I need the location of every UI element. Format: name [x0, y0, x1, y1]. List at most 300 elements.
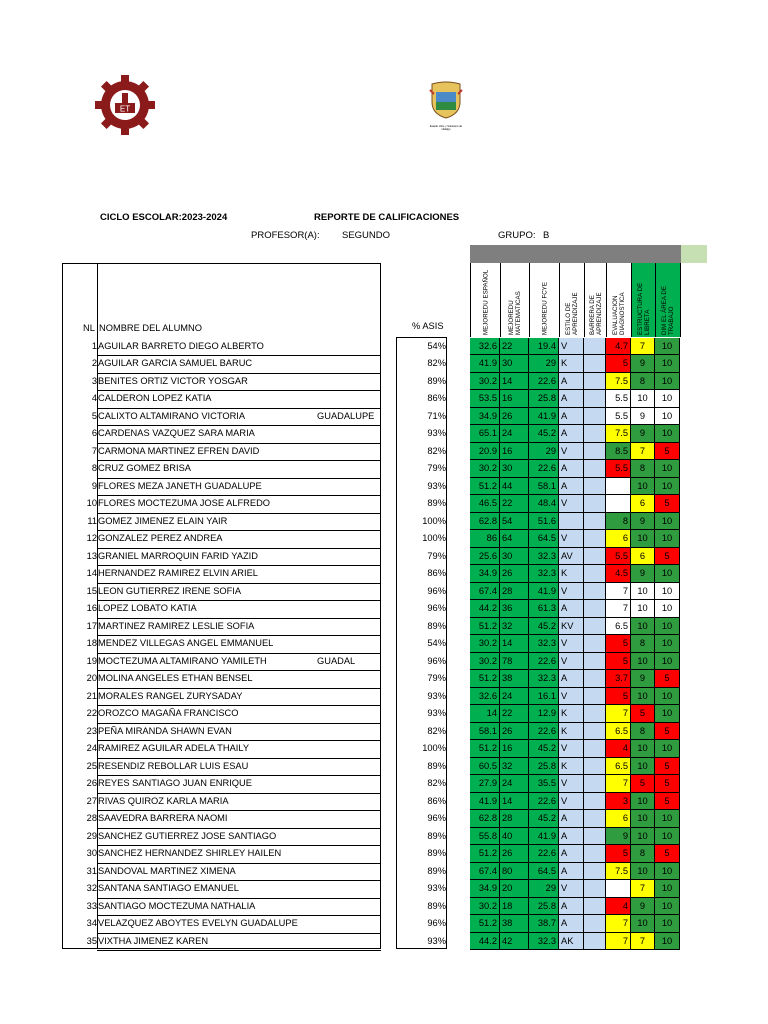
learning-barrier: [584, 583, 606, 601]
learning-barrier: [584, 915, 606, 933]
grade-header-accent: [681, 245, 707, 263]
fcye-score: 32.3: [529, 670, 559, 688]
learning-style: V: [559, 775, 584, 793]
spanish-score: 32.6: [470, 688, 500, 706]
grade-col-header-label: MEJOREDU MATEMATICAS: [508, 291, 522, 335]
workspace-score: 10: [655, 705, 680, 723]
report-title: REPORTE DE CALIFICACIONES: [314, 212, 460, 223]
spanish-score: 34.9: [470, 408, 500, 426]
grade-col-header-label: ESTILO DE APRENDIZAJE: [565, 292, 579, 335]
learning-barrier: [584, 810, 606, 828]
workspace-score: 10: [655, 828, 680, 846]
spanish-score: 41.9: [470, 355, 500, 373]
diagnostic-score: 5.5: [606, 390, 631, 408]
notebook-score: 10: [631, 390, 655, 408]
learning-barrier: [584, 845, 606, 863]
learning-style: A: [559, 845, 584, 863]
diagnostic-score: 5.5: [606, 548, 631, 566]
learning-barrier: [584, 793, 606, 811]
workspace-score: 10: [655, 898, 680, 916]
fcye-score: 38.7: [529, 915, 559, 933]
grade-col-header-label: DIM EL ÁREA DE TRABAJO: [661, 286, 675, 335]
student-number: 32: [86, 883, 97, 893]
student-name: SAAVEDRA BARRERA NAOMI: [98, 813, 228, 823]
table-row: [62, 390, 381, 408]
learning-barrier: [584, 443, 606, 461]
grade-col-header-label: EVALUACION DIAGNOSTICA: [612, 292, 626, 335]
table-row: [62, 653, 381, 671]
table-row: [62, 338, 381, 356]
workspace-score: 10: [655, 740, 680, 758]
fcye-score: 29: [529, 443, 559, 461]
spanish-score: 58.1: [470, 723, 500, 741]
student-name: GOMEZ JIMENEZ ELAIN YAIR: [98, 515, 228, 526]
learning-barrier: [584, 635, 606, 653]
student-name: MENDEZ VILLEGAS ANGEL EMMANUEL: [98, 638, 274, 648]
learning-barrier: [584, 513, 606, 531]
student-number: 6: [91, 428, 97, 438]
learning-style: A: [559, 600, 584, 618]
student-number: 15: [86, 585, 97, 596]
spanish-score: 51.2: [470, 670, 500, 688]
math-score: 26: [500, 723, 529, 741]
spanish-score: 51.2: [470, 740, 500, 758]
workspace-score: 10: [655, 915, 680, 933]
spanish-score: 32.6: [470, 338, 500, 356]
student-name: FLORES MEZA JANETH GUADALUPE: [98, 480, 262, 491]
table-row: [62, 705, 381, 723]
grade-col-header-label: MEJOREDU ESPAÑOL: [482, 269, 489, 335]
attendance-value: 93%: [427, 428, 446, 438]
student-number: 3: [91, 375, 97, 386]
learning-style: K: [559, 355, 584, 373]
spanish-score: 46.5: [470, 495, 500, 513]
student-name: SANTANA SANTIAGO EMANUEL: [98, 883, 239, 893]
fcye-score: 35.5: [529, 775, 559, 793]
learning-style: V: [559, 793, 584, 811]
table-row: [62, 793, 381, 811]
student-name: MARTINEZ RAMIREZ LESLIE SOFIA: [98, 620, 255, 631]
attendance-value: 86%: [427, 393, 446, 403]
row-divider: [97, 950, 381, 951]
fcye-score: 16.1: [529, 688, 559, 706]
learning-style: A: [559, 898, 584, 916]
table-row: [62, 915, 381, 933]
learning-style: A: [559, 670, 584, 688]
table-row: [62, 880, 381, 898]
student-name: AGUILAR GARCIA SAMUEL BARUC: [98, 358, 253, 368]
grade-col-header-label: MEJOREDU FCYE: [541, 282, 548, 335]
diagnostic-score: 6.5: [606, 618, 631, 636]
attendance-value: 79%: [427, 673, 446, 683]
diagnostic-score: 5: [606, 355, 631, 373]
student-number: 5: [91, 410, 97, 421]
learning-style: KV: [559, 618, 584, 636]
student-name: RIVAS QUIROZ KARLA MARIA: [98, 795, 229, 806]
workspace-score: 10: [655, 880, 680, 898]
student-name: CARMONA MARTINEZ EFREN DAVID: [98, 445, 260, 456]
workspace-score: 10: [655, 618, 680, 636]
spanish-score: 60.5: [470, 758, 500, 776]
student-number: 31: [86, 865, 97, 876]
student-name: CRUZ GOMEZ BRISA: [98, 463, 191, 473]
student-name: MOLINA ANGELES ETHAN BENSEL: [98, 673, 253, 683]
diagnostic-score: 9: [606, 828, 631, 846]
table-row: [62, 495, 381, 513]
coat-of-arms-caption: Estado Libre y Soberano de Hidalgo: [429, 125, 463, 131]
learning-style: V: [559, 530, 584, 548]
notebook-score: 8: [631, 460, 655, 478]
learning-barrier: [584, 600, 606, 618]
student-name-overflow: GUADALUPE: [317, 410, 375, 421]
attendance-value: 89%: [427, 760, 446, 771]
learning-barrier: [584, 898, 606, 916]
student-name: MOCTEZUMA ALTAMIRANO YAMILETH: [98, 655, 267, 666]
math-score: 24: [500, 425, 529, 443]
learning-style: V: [559, 653, 584, 671]
spanish-score: 44.2: [470, 933, 500, 951]
attendance-value: 89%: [427, 620, 446, 631]
attendance-value: 93%: [427, 708, 446, 718]
workspace-score: 10: [655, 408, 680, 426]
notebook-score: 9: [631, 898, 655, 916]
math-score: 78: [500, 653, 529, 671]
learning-style: [559, 513, 584, 531]
student-number: 13: [86, 550, 97, 561]
table-row: [62, 408, 381, 426]
attendance-value: 82%: [427, 445, 446, 456]
workspace-score: 10: [655, 338, 680, 356]
learning-style: A: [559, 915, 584, 933]
learning-style: V: [559, 740, 584, 758]
student-number: 20: [86, 673, 97, 683]
fcye-score: 58.1: [529, 478, 559, 496]
spanish-score: 34.9: [470, 880, 500, 898]
grade-col-header: [655, 263, 681, 337]
svg-text:ET: ET: [119, 104, 131, 114]
learning-style: A: [559, 373, 584, 391]
diagnostic-score: 7: [606, 915, 631, 933]
learning-style: K: [559, 758, 584, 776]
learning-barrier: [584, 880, 606, 898]
math-score: 16: [500, 390, 529, 408]
math-score: 30: [500, 355, 529, 373]
learning-style: A: [559, 478, 584, 496]
fcye-score: 41.9: [529, 583, 559, 601]
notebook-score: 5: [631, 705, 655, 723]
notebook-score: 9: [631, 513, 655, 531]
fcye-score: 45.2: [529, 425, 559, 443]
workspace-score: 5: [655, 670, 680, 688]
diagnostic-score: 6: [606, 810, 631, 828]
school-gear-logo: [93, 73, 157, 137]
math-score: 80: [500, 863, 529, 881]
student-name: CARDENAS VAZQUEZ SARA MARIA: [98, 428, 255, 438]
math-score: 30: [500, 548, 529, 566]
learning-barrier: [584, 863, 606, 881]
workspace-score: 5: [655, 548, 680, 566]
attendance-value: 89%: [427, 865, 446, 876]
workspace-score: 5: [655, 845, 680, 863]
learning-style: A: [559, 863, 584, 881]
diagnostic-score: 6.5: [606, 758, 631, 776]
state-coat-of-arms: [428, 80, 464, 131]
student-name: REYES SANTIAGO JUAN ENRIQUE: [98, 778, 252, 788]
notebook-score: 9: [631, 425, 655, 443]
learning-barrier: [584, 373, 606, 391]
math-score: 22: [500, 705, 529, 723]
student-number: 23: [86, 725, 97, 736]
fcye-score: 22.6: [529, 653, 559, 671]
diagnostic-score: 7: [606, 705, 631, 723]
math-score: 36: [500, 600, 529, 618]
spanish-score: 53.5: [470, 390, 500, 408]
diagnostic-score: 7: [606, 775, 631, 793]
group-value: B: [543, 230, 550, 241]
learning-barrier: [584, 355, 606, 373]
notebook-score: 8: [631, 635, 655, 653]
learning-barrier: [584, 408, 606, 426]
fcye-score: 22.6: [529, 723, 559, 741]
learning-style: V: [559, 495, 584, 513]
attendance-value: 79%: [427, 550, 446, 561]
table-row: [62, 688, 381, 706]
student-number: 7: [91, 445, 97, 456]
notebook-score: 9: [631, 565, 655, 583]
fcye-score: 29: [529, 880, 559, 898]
learning-barrier: [584, 705, 606, 723]
fcye-score: 25.8: [529, 758, 559, 776]
table-row: [62, 460, 381, 478]
student-number: 10: [86, 498, 97, 508]
fcye-score: 45.2: [529, 740, 559, 758]
student-number: 25: [86, 760, 97, 771]
fcye-score: 12.9: [529, 705, 559, 723]
notebook-score: 10: [631, 653, 655, 671]
workspace-score: 10: [655, 933, 680, 951]
student-number: 29: [86, 830, 97, 841]
notebook-score: 10: [631, 583, 655, 601]
table-row: [62, 775, 381, 793]
spanish-score: 27.9: [470, 775, 500, 793]
attendance-value: 100%: [422, 533, 446, 543]
learning-barrier: [584, 653, 606, 671]
teacher-value: SEGUNDO: [342, 230, 391, 241]
fcye-score: 19.4: [529, 338, 559, 356]
grade-col-header: [500, 263, 529, 337]
diagnostic-score: 3: [606, 793, 631, 811]
student-name: PEÑA MIRANDA SHAWN EVAN: [98, 725, 232, 736]
fcye-score: 32.3: [529, 933, 559, 951]
notebook-score: 8: [631, 845, 655, 863]
attendance-value: 96%: [427, 918, 446, 928]
attendance-value: 96%: [427, 585, 446, 596]
attendance-value: 93%: [427, 935, 446, 946]
math-score: 64: [500, 530, 529, 548]
learning-style: A: [559, 408, 584, 426]
diagnostic-score: 3.7: [606, 670, 631, 688]
attendance-value: 96%: [427, 603, 446, 613]
learning-barrier: [584, 828, 606, 846]
table-row: [62, 373, 381, 391]
learning-style: A: [559, 810, 584, 828]
student-number: 33: [86, 900, 97, 911]
math-score: 22: [500, 495, 529, 513]
grade-col-header: [470, 263, 500, 337]
attendance-value: 71%: [427, 410, 446, 421]
spanish-score: 30.2: [470, 653, 500, 671]
student-name: MORALES RANGEL ZURYSADAY: [98, 690, 243, 701]
spanish-score: 51.2: [470, 915, 500, 933]
school-year: CICLO ESCOLAR:2023-2024: [100, 212, 228, 223]
teacher-label: PROFESOR(A):: [251, 230, 320, 241]
spanish-score: 41.9: [470, 793, 500, 811]
fcye-score: 29: [529, 355, 559, 373]
learning-style: V: [559, 635, 584, 653]
student-number: 19: [86, 655, 97, 666]
math-score: 26: [500, 565, 529, 583]
diagnostic-score: 7.5: [606, 373, 631, 391]
workspace-score: 10: [655, 565, 680, 583]
learning-style: K: [559, 723, 584, 741]
grade-col-header: [529, 263, 559, 337]
notebook-score: 10: [631, 915, 655, 933]
col-header-nl: NL: [83, 323, 95, 333]
learning-barrier: [584, 933, 606, 951]
attendance-value: 96%: [427, 655, 446, 666]
notebook-score: 10: [631, 478, 655, 496]
learning-style: K: [559, 705, 584, 723]
diagnostic-score: 5: [606, 653, 631, 671]
attendance-value: 89%: [427, 830, 446, 841]
notebook-score: 10: [631, 863, 655, 881]
student-number: 34: [86, 918, 97, 928]
math-score: 26: [500, 408, 529, 426]
notebook-score: 8: [631, 373, 655, 391]
fcye-score: 22.6: [529, 460, 559, 478]
student-name: BENITES ORTIZ VICTOR YOSGAR: [98, 375, 248, 386]
workspace-score: 10: [655, 460, 680, 478]
workspace-score: 10: [655, 810, 680, 828]
workspace-score: 5: [655, 443, 680, 461]
attendance-value: 89%: [427, 848, 446, 858]
diagnostic-score: [606, 495, 631, 513]
table-row: [62, 898, 381, 916]
attendance-value: 89%: [427, 375, 446, 386]
spanish-score: 51.2: [470, 845, 500, 863]
student-number: 28: [86, 813, 97, 823]
math-score: 14: [500, 635, 529, 653]
learning-style: V: [559, 880, 584, 898]
notebook-score: 9: [631, 408, 655, 426]
attendance-value: 82%: [427, 725, 446, 736]
learning-barrier: [584, 495, 606, 513]
fcye-score: 64.5: [529, 530, 559, 548]
diagnostic-score: 4.7: [606, 338, 631, 356]
diagnostic-score: 5: [606, 688, 631, 706]
table-row: [62, 758, 381, 776]
notebook-score: 10: [631, 828, 655, 846]
table-row: [62, 425, 381, 443]
student-number: 1: [91, 340, 97, 351]
diagnostic-score: 7.5: [606, 863, 631, 881]
fcye-score: 22.6: [529, 373, 559, 391]
fcye-score: 22.6: [529, 793, 559, 811]
student-name-overflow: GUADAL: [317, 655, 356, 666]
math-score: 26: [500, 845, 529, 863]
notebook-score: 10: [631, 530, 655, 548]
attendance-value: 89%: [427, 498, 446, 508]
grade-col-header: [631, 263, 655, 337]
student-name: SANCHEZ HERNANDEZ SHIRLEY HAILEN: [98, 848, 282, 858]
workspace-score: 10: [655, 425, 680, 443]
math-score: 28: [500, 810, 529, 828]
notebook-score: 8: [631, 723, 655, 741]
diagnostic-score: 5.5: [606, 460, 631, 478]
fcye-score: 32.3: [529, 565, 559, 583]
student-name: LEON GUTIERREZ IRENE SOFIA: [98, 585, 242, 596]
diagnostic-score: 8: [606, 513, 631, 531]
attendance-value: 54%: [427, 340, 446, 351]
diagnostic-score: 7: [606, 583, 631, 601]
spanish-score: 62.8: [470, 513, 500, 531]
col-header-name: NOMBRE DEL ALUMNO: [99, 323, 202, 333]
notebook-score: 7: [631, 338, 655, 356]
diagnostic-score: 5: [606, 845, 631, 863]
workspace-score: 10: [655, 513, 680, 531]
notebook-score: 7: [631, 443, 655, 461]
workspace-score: 10: [655, 688, 680, 706]
learning-barrier: [584, 740, 606, 758]
math-score: 38: [500, 915, 529, 933]
learning-style: A: [559, 460, 584, 478]
table-row: [62, 600, 381, 618]
student-name: HERNANDEZ RAMIREZ ELVIN ARIEL: [98, 568, 258, 578]
attendance-value: 93%: [427, 480, 446, 491]
table-row: [62, 530, 381, 548]
workspace-score: 10: [655, 600, 680, 618]
attendance-value: 86%: [427, 568, 446, 578]
student-name: OROZCO MAGAÑA FRANCISCO: [98, 708, 239, 718]
learning-style: A: [559, 425, 584, 443]
student-name: SANCHEZ GUTIERREZ JOSE SANTIAGO: [98, 830, 277, 841]
diagnostic-score: 5: [606, 635, 631, 653]
workspace-score: 5: [655, 793, 680, 811]
learning-barrier: [584, 688, 606, 706]
spanish-score: 51.2: [470, 618, 500, 636]
spanish-score: 44.2: [470, 600, 500, 618]
student-number: 26: [86, 778, 97, 788]
notebook-score: 10: [631, 600, 655, 618]
table-row: [62, 443, 381, 461]
fcye-score: 25.8: [529, 390, 559, 408]
notebook-score: 9: [631, 355, 655, 373]
workspace-score: 10: [655, 863, 680, 881]
attendance-value: 93%: [427, 690, 446, 701]
notebook-score: 6: [631, 495, 655, 513]
workspace-score: 10: [655, 635, 680, 653]
fcye-score: 22.6: [529, 845, 559, 863]
spanish-score: 30.2: [470, 460, 500, 478]
learning-barrier: [584, 390, 606, 408]
learning-style: AK: [559, 933, 584, 951]
fcye-score: 41.9: [529, 828, 559, 846]
grade-col-header-label: BARRERA DE APRENDIZAJE: [588, 292, 603, 335]
fcye-score: 64.5: [529, 863, 559, 881]
workspace-score: 5: [655, 723, 680, 741]
student-name: RAMIREZ AGUILAR ADELA THAILY: [98, 743, 250, 753]
diagnostic-score: 7: [606, 933, 631, 951]
